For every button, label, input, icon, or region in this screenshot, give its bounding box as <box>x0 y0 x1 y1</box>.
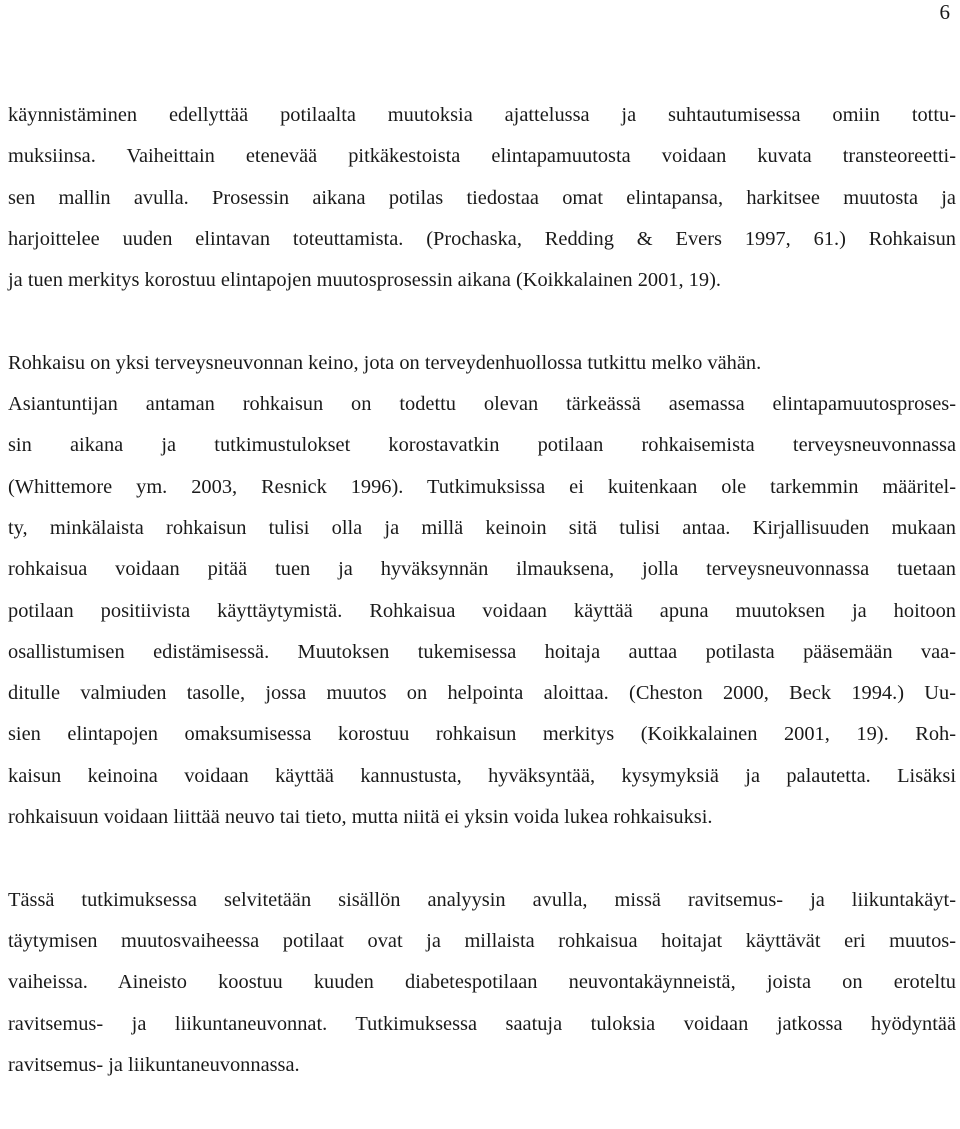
text-line: Rohkaisu on yksi terveysneuvonnan keino, jota on terveydenhuollossa tutkittu melko vähän. <box>8 351 762 374</box>
text-line: muksiinsa. Vaiheittain etenevää pitkäkestoista elintapamuutosta voidaan kuvata transteoreetti- <box>8 145 956 168</box>
text-line: sin aikana ja tutkimustulokset korostavatkin potilaan rohkaisemista terveysneuvonnassa <box>8 434 956 457</box>
text-line: osallistumisen edistämisessä. Muutoksen tukemisessa hoitaja auttaa potilasta pääsemään vaa- <box>8 640 956 663</box>
paragraph-3 <box>8 880 956 1086</box>
text-line: ravitsemus- ja liikuntaneuvonnat. Tutkimuksessa saatuja tuloksia voidaan jatkossa hyödyntää <box>8 1012 956 1035</box>
paragraph-2 <box>8 343 956 839</box>
text-line: Tässä tutkimuksessa selvitetään sisällön analyysin avulla, missä ravitsemus- ja liikuntakäyt- <box>8 888 956 911</box>
text-line: (Whittemore ym. 2003, Resnick 1996). Tutkimuksissa ei kuitenkaan ole tarkemmin määritel- <box>8 475 956 498</box>
text-line: rohkaisuun voidaan liittää neuvo tai tieto, mutta niitä ei yksin voida lukea rohkaisuksi. <box>8 806 713 829</box>
page-number: 6 <box>939 0 950 24</box>
text-line: sien elintapojen omaksumisessa korostuu rohkaisun merkitys (Koikkalainen 2001, 19). Roh- <box>8 723 956 746</box>
text-line: ty, minkälaista rohkaisun tulisi olla ja millä keinoin sitä tulisi antaa. Kirjallisuuden mukaan <box>8 516 956 539</box>
text-line: potilaan positiivista käyttäytymistä. Rohkaisua voidaan käyttää apuna muutoksen ja hoitoon <box>8 599 956 622</box>
text-line: ravitsemus- ja liikuntaneuvonnassa. <box>8 1053 300 1076</box>
text-line: harjoittelee uuden elintavan toteuttamista. (Prochaska, Redding & Evers 1997, 61.) Rohkaisun <box>8 227 956 250</box>
paragraph-spacer <box>8 838 956 879</box>
document-body <box>8 95 956 1086</box>
paragraph-1 <box>8 95 956 301</box>
text-line: ja tuen merkitys korostuu elintapojen muutosprosessin aikana (Koikkalainen 2001, 19). <box>8 269 721 292</box>
text-line: täytymisen muutosvaiheessa potilaat ovat ja millaista rohkaisua hoitajat käyttävät eri muutos- <box>8 929 956 952</box>
text-line: rohkaisua voidaan pitää tuen ja hyväksynnän ilmauksena, jolla terveysneuvonnassa tuetaan <box>8 558 956 581</box>
text-line: kaisun keinoina voidaan käyttää kannustusta, hyväksyntää, kysymyksiä ja palautetta. Lisäksi <box>8 764 956 787</box>
text-line: sen mallin avulla. Prosessin aikana potilas tiedostaa omat elintapansa, harkitsee muutosta ja <box>8 186 956 209</box>
text-line: Asiantuntijan antaman rohkaisun on todettu olevan tärkeässä asemassa elintapamuutosproses- <box>8 393 956 416</box>
text-line: vaiheissa. Aineisto koostuu kuuden diabetespotilaan neuvontakäynneistä, joista on eroteltu <box>8 971 956 994</box>
text-line: ditulle valmiuden tasolle, jossa muutos on helpointa aloittaa. (Cheston 2000, Beck 1994.) Uu- <box>8 682 956 705</box>
text-line: käynnistäminen edellyttää potilaalta muutoksia ajattelussa ja suhtautumisessa omiin tottu- <box>8 104 956 126</box>
paragraph-spacer <box>8 301 956 342</box>
